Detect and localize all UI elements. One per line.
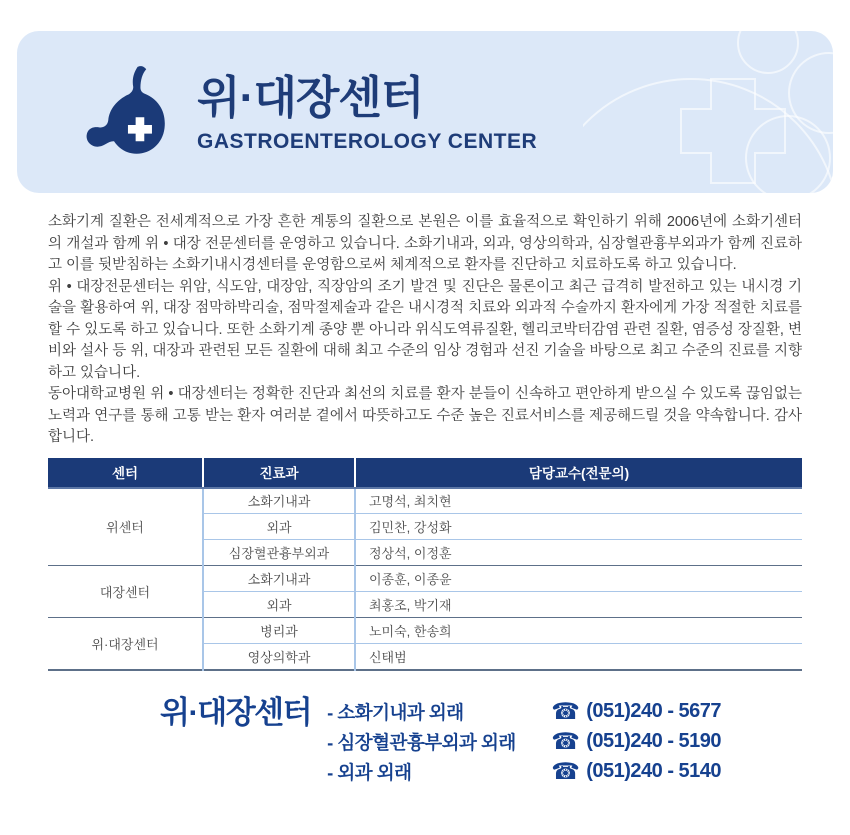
intro-paragraph-2: 위 • 대장전문센터는 위암, 식도암, 대장암, 직장암의 조기 발견 및 진단은 물론이고 최근 급격히 발전하고 있는 내시경 기술을 활용하여 위, 대장 점막하박리술, 점막절제술과 같은 내시경적 치료와 외과적 수술까지 환자에게 가장 적절한 치료를 할 수 있도록 하고 있습니다. 또한 소화기계 종양 뿐 아니라 위식도역류질환, 헬리코박터감염 관련 질환, 염증성 장질환, 변비와 설사 등 위, 대장과 관련된 모든 질환에 대해 최고 수준의 임상 경험과 선진 기술을 바탕으로 최고 수준의 진료를 지향하고 있습니다. — [48, 278, 802, 381]
intro-paragraph-3: 동아대학교병원 위 • 대장센터는 정확한 진단과 최선의 치료를 환자 분들이 신속하고 편안하게 받으실 수 있도록 끊임없는 노력과 연구를 통해 고통 받는 환자 여러분 곁에서 따뜻하고도 수준 높은 진료서비스를 제공해드릴 것을 약속합니다. 감사합니다. — [48, 386, 802, 445]
department-cell: 병리과 — [203, 618, 355, 644]
department-cell: 심장혈관흉부외과 — [203, 540, 355, 566]
department-cell: 외과 — [203, 514, 355, 540]
professors-cell: 고명석, 최치현 — [355, 488, 802, 514]
professors-cell: 김민찬, 강성화 — [355, 514, 802, 540]
header-center: 센터 — [48, 458, 203, 488]
professors-cell: 정상석, 이정훈 — [355, 540, 802, 566]
professors-cell: 노미숙, 한송희 — [355, 618, 802, 644]
professors-cell: 신태범 — [355, 644, 802, 670]
center-name-cell: 위·대장센터 — [48, 618, 203, 670]
telephone-icon: ☎ — [551, 698, 580, 724]
professors-cell: 최홍조, 박기재 — [355, 592, 802, 618]
professors-cell: 이종훈, 이종윤 — [355, 566, 802, 592]
contact-title: 위·대장센터 — [160, 694, 312, 730]
department-cell: 소화기내과 — [203, 488, 355, 514]
contact-row — [327, 727, 721, 757]
department-cell: 소화기내과 — [203, 566, 355, 592]
page-title: 위·대장센터 — [197, 71, 424, 123]
telephone-icon: ☎ — [551, 728, 580, 754]
contact-row — [327, 757, 721, 787]
contact-label: - 외과 외래 — [327, 761, 412, 783]
doctors-table-body — [48, 488, 802, 670]
contact-row — [327, 697, 721, 727]
stomach-icon — [79, 59, 175, 165]
telephone-icon: ☎ — [551, 758, 580, 784]
table-row — [48, 618, 802, 644]
contact-phone-number: (051)240 - 5140 — [586, 760, 722, 782]
table-row — [48, 566, 802, 592]
center-name-cell: 대장센터 — [48, 566, 203, 618]
main-content — [48, 212, 802, 787]
center-name-cell: 위센터 — [48, 488, 203, 566]
contact-list — [327, 697, 721, 787]
contact-phone-number: (051)240 - 5677 — [586, 700, 722, 722]
contact-phone-number: (051)240 - 5190 — [586, 730, 722, 752]
contact-label: - 심장혈관흉부외과 외래 — [327, 731, 516, 753]
department-cell: 영상의학과 — [203, 644, 355, 670]
department-cell: 외과 — [203, 592, 355, 618]
doctors-table — [48, 458, 802, 671]
header-professors: 담당교수(전문의) — [355, 458, 802, 488]
page-subtitle: GASTROENTEROLOGY CENTER — [197, 129, 538, 153]
intro-paragraph-1: 소화기계 질환은 전세계적으로 가장 흔한 계통의 질환으로 본원은 이를 효율적으로 확인하기 위해 2006년에 소화기센터의 개설과 함께 위 • 대장 전문센터를 운영하고 있습니다. 소화기내과, 외과, 영상의학과, 심장혈관흉부외과가 함께 진료하고 이를 뒷받침하는 소화기내시경센터를 운영함으로써 체계적으로 환자를 진단하고 치료하도록 하고 있습니다. — [48, 214, 802, 273]
intro-paragraphs — [48, 212, 802, 449]
contact-label: - 소화기내과 외래 — [327, 701, 464, 723]
table-header-row — [48, 458, 802, 488]
contact-section — [160, 694, 802, 787]
header-department: 진료과 — [203, 458, 355, 488]
table-row — [48, 488, 802, 514]
banner — [17, 31, 833, 193]
